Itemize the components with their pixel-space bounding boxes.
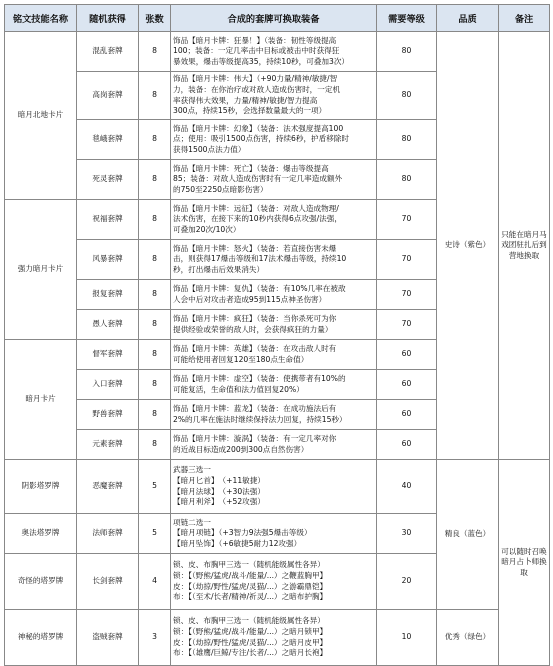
equipment-description [171,32,377,72]
equipment-description [171,460,377,514]
description-line: 锁、皮、布胸甲三选一（随机能级属性各异） [173,560,325,570]
card-set-name: 祝福套牌 [77,200,139,240]
description-line: 85；装备：对敌人造成伤害时有一定几率造成额外 [173,174,343,184]
description-line: 武器三选一 [173,465,211,475]
description-line: 项链二选一 [173,517,211,527]
required-level: 80 [377,72,437,120]
card-count: 8 [139,400,171,430]
description-line: 饰品【暗月卡牌：复仇】（装备：有10%几率在被敌 [173,283,346,293]
header-quality: 品质 [437,5,499,32]
card-set-name: 督军套牌 [77,340,139,370]
equipment-description [171,340,377,370]
required-level: 70 [377,280,437,310]
description-line: 率获得伟大效果，力量/精神/敏捷/智力提高 [173,95,318,105]
required-level: 80 [377,120,437,160]
description-line: 2%的几率在施法时继续保持法力回复，持续15秒） [173,414,347,424]
description-line: 锁：【（野熊/猛虎/战斗/能量/...）之暗月锁甲】 [173,626,328,636]
required-level: 30 [377,514,437,554]
card-count: 8 [139,72,171,120]
equipment-description [171,610,377,666]
card-set-name: 法师套牌 [77,514,139,554]
skill-group-name: 阴影塔罗牌 [5,460,77,514]
description-line: 可能给使用者回复120至180点生命值） [173,354,309,364]
required-level: 70 [377,240,437,280]
description-line: 饰品【暗月卡牌：英雄】（装备：在攻击敌人时有 [173,343,337,353]
description-line: 饰品【暗月卡牌：伟大】（+90力量/精神/敏捷/智 [173,74,338,84]
equipment-description [171,370,377,400]
card-count: 8 [139,430,171,460]
card-set-name: 混乱套牌 [77,32,139,72]
required-level: 20 [377,554,437,610]
card-count: 8 [139,32,171,72]
description-line: 获得1500点法力值） [173,144,246,154]
description-line: 饰品【暗月卡牌：虚空】（装备：使携带者有10%的 [173,373,346,383]
equipment-description [171,280,377,310]
table-header-row [5,5,550,32]
card-count: 5 [139,460,171,514]
description-line: 300点，持续15秒，会选择数量最大的一项） [173,106,327,116]
equipment-description [171,554,377,610]
skill-group-name: 暗月卡片 [5,340,77,460]
required-level: 60 [377,400,437,430]
description-line: 可叠加20次/10次） [173,224,241,234]
required-level: 40 [377,460,437,514]
equipment-description [171,240,377,280]
table-row [5,460,550,514]
description-line: 饰品【暗月卡牌：狂暴！】（装备：韧性等级提高 [173,35,337,45]
card-exchange-table [4,4,550,666]
card-count: 8 [139,280,171,310]
header-notes: 备注 [499,5,550,32]
description-line: 饰品【暗月卡牌：怒火】（装备：若直接伤害未爆 [173,243,337,253]
equipment-description [171,200,377,240]
note-cell: 可以随时召唤暗月占卜师换取 [499,460,550,666]
table-row [5,610,550,666]
required-level: 70 [377,200,437,240]
description-line: 秒，打出爆击后效果消失） [173,264,265,274]
description-line: 可能复活，生命值和法力值回复20%） [173,384,304,394]
equipment-description [171,310,377,340]
card-count: 8 [139,310,171,340]
required-level: 60 [377,370,437,400]
skill-group-name: 神秘的塔罗牌 [5,610,77,666]
card-count: 4 [139,554,171,610]
header-skill-name: 铭文技能名称 [5,5,77,32]
card-count: 8 [139,160,171,200]
card-set-name: 毯峨套牌 [77,120,139,160]
required-level: 70 [377,310,437,340]
skill-group-name: 强力暗月卡片 [5,200,77,340]
description-line: 点；使用：吸引1500点伤害，持续6秒，护盾移除时 [173,134,350,144]
card-count: 5 [139,514,171,554]
description-line: 皮：【（劫掠/野性/猛虎/灵猫/...）之游霸鼎铠】 [173,581,328,591]
description-line: 力，装备：在你治疗或对敌人造成伤害时，一定机 [173,84,341,94]
equipment-description [171,514,377,554]
description-line: 饰品【暗月卡牌：疯狂】（装备：当你杀死可为你 [173,313,337,323]
description-line: 饰品【暗月卡牌：幻象】（装备：法术强度提高100 [173,123,344,133]
card-set-name: 愚人套牌 [77,310,139,340]
card-set-name: 野兽套牌 [77,400,139,430]
description-line: 饰品【暗月卡牌：漩涡】（装备：有一定几率对你 [173,433,337,443]
quality-cell: 史诗（紫色） [437,32,499,460]
card-count: 8 [139,340,171,370]
note-cell: 只能在暗月马戏团驻扎后到营地换取 [499,32,550,460]
description-line: 锁、皮、布胸甲三选一（随机能级属性各异） [173,616,325,626]
description-line: 暴效果，爆击等级提高35，持续10秒，可叠加3次） [173,56,350,66]
description-line: 【暗月利斧】 （+52攻强） [173,497,265,507]
description-line: 击，则获得17爆击等级和17法术爆击等级，持续10 [173,254,347,264]
header-exchange-equipment: 合成的套牌可换取装备 [171,5,377,32]
required-level: 60 [377,340,437,370]
required-level: 80 [377,32,437,72]
equipment-description [171,160,377,200]
description-line: 饰品【暗月卡牌：远征】（装备：对敌人造成物理/ [173,203,339,213]
description-line: 【暗月匕首】 （+11敏捷） [173,475,265,485]
card-set-name: 高岗套牌 [77,72,139,120]
description-line: 【暗月法球】 （+30法强） [173,486,265,496]
skill-group-name: 暗月北地卡片 [5,32,77,200]
card-count: 8 [139,370,171,400]
description-line: 锁：【（野熊/猛虎/战斗/能量/...）之鞭蓝胸甲】 [173,570,328,580]
equipment-description [171,72,377,120]
description-line: 皮：【（劫掠/野性/猛虎/灵猫/...）之暗月皮甲】 [173,637,328,647]
card-count: 8 [139,200,171,240]
card-set-name: 恶魔套牌 [77,460,139,514]
equipment-description [171,430,377,460]
description-line: 的750至2250点暗影伤害） [173,184,268,194]
description-line: 【暗月项链】（+3智力9法强5爆击等级） [173,528,312,538]
header-count: 张数 [139,5,171,32]
card-set-name: 元素套牌 [77,430,139,460]
card-set-name: 报复套牌 [77,280,139,310]
equipment-description [171,120,377,160]
card-set-name: 风暴套牌 [77,240,139,280]
description-line: 【暗月坠饰】（+6敏捷5耐力12攻强） [173,538,302,548]
description-line: 的近战目标造成200到300点自然伤害） [173,444,309,454]
required-level: 80 [377,160,437,200]
quality-cell: 优秀（绿色） [437,610,499,666]
description-line: 布：【（至术/长者/精神/祈灵/...）之暗布护胸】 [173,592,328,602]
description-line: 布：【（雄鹰/巨鲸/专注/长者/...）之暗月长袍】 [173,648,328,658]
card-set-name: 入口套牌 [77,370,139,400]
card-set-name: 盗贼套牌 [77,610,139,666]
description-line: 人会中后对攻击者造成95到115点神圣伤害） [173,294,327,304]
header-required-level: 需要等级 [377,5,437,32]
card-set-name: 长剑套牌 [77,554,139,610]
description-line: 100；装备：一定几率击中目标或被击中时获得狂 [173,46,340,56]
required-level: 10 [377,610,437,666]
description-line: 饰品【暗月卡牌：蓝龙】（装备：在成功施法后有 [173,403,337,413]
header-random-obtain: 随机获得 [77,5,139,32]
card-count: 3 [139,610,171,666]
card-set-name: 死灵套牌 [77,160,139,200]
skill-group-name: 奇怪的塔罗牌 [5,554,77,610]
equipment-description [171,400,377,430]
quality-cell: 精良（蓝色） [437,460,499,610]
description-line: 法术伤害，在接下来的10秒内获得6点攻强/法强， [173,214,342,224]
table-row [5,32,550,72]
skill-group-name: 奥法塔罗牌 [5,514,77,554]
card-count: 8 [139,120,171,160]
description-line: 饰品【暗月卡牌：死亡】（装备：爆击等级提高 [173,163,329,173]
description-line: 提供经验或荣誉的敌人时，会获得疯狂的力量） [173,324,333,334]
required-level: 60 [377,430,437,460]
card-count: 8 [139,240,171,280]
